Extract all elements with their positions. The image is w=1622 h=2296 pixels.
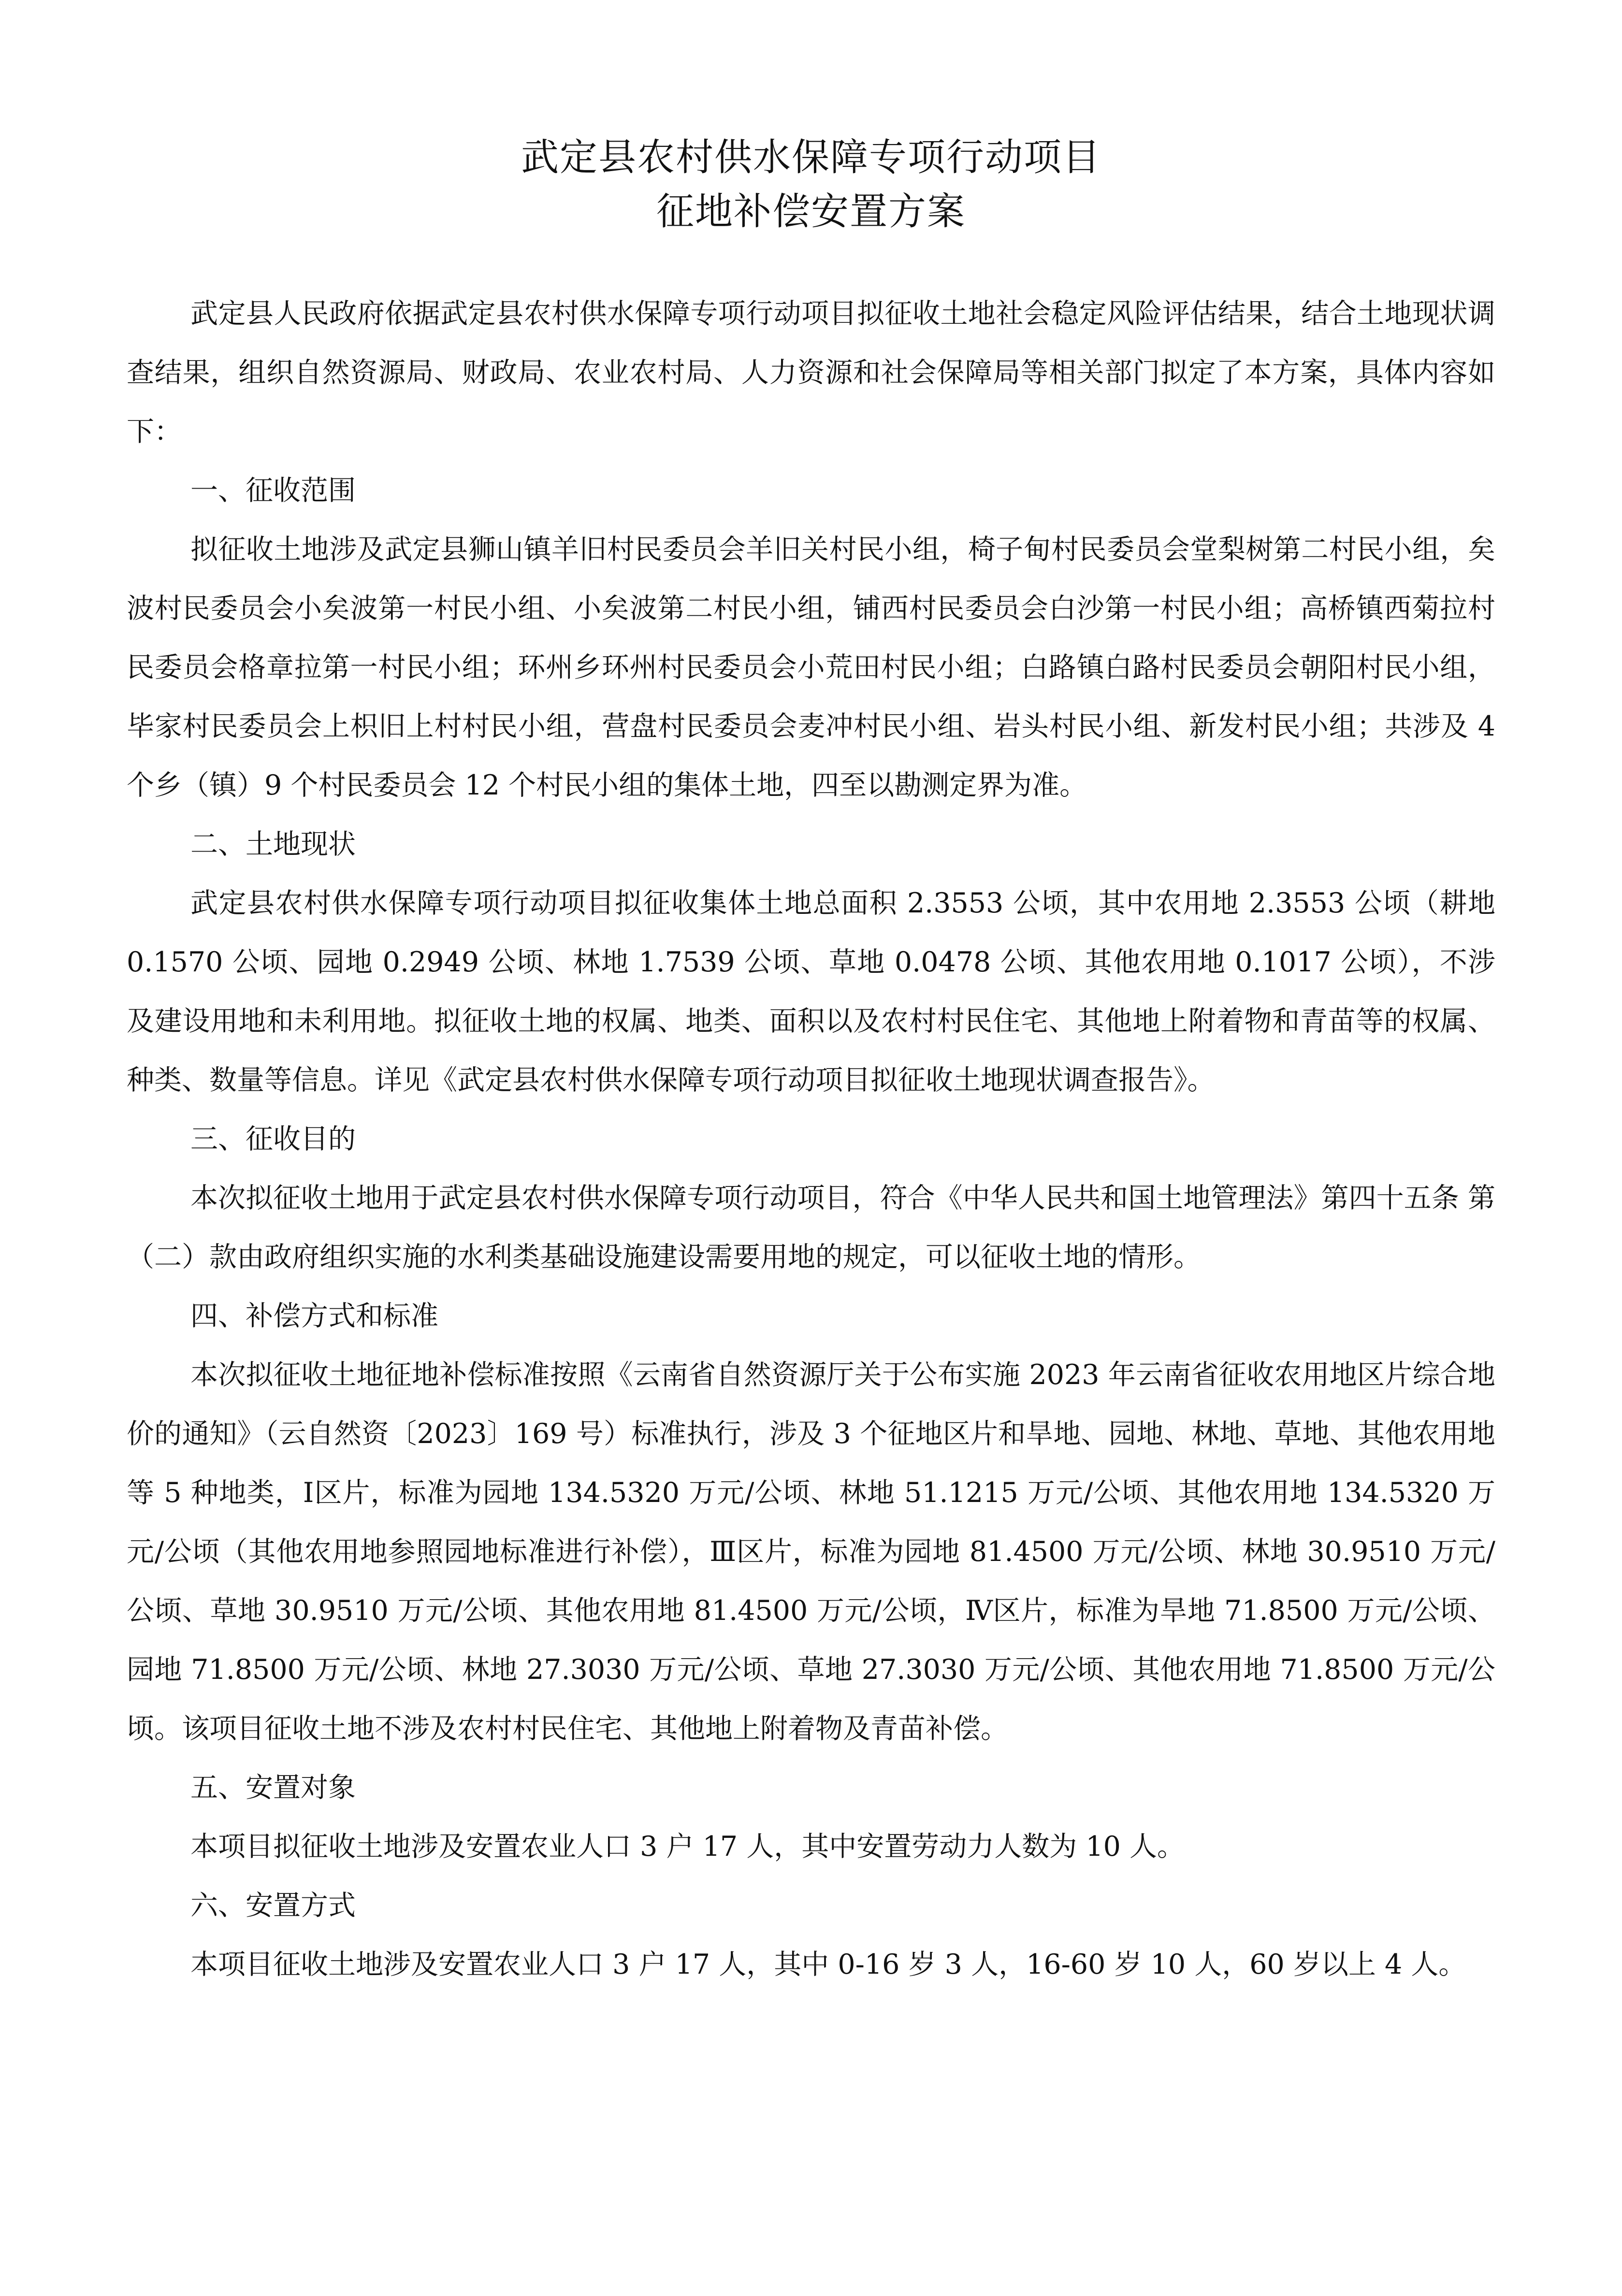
section-heading-land-status: 二、土地现状: [190, 828, 356, 860]
intro-paragraph: 武定县人民政府依据武定县农村供水保障专项行动项目拟征收土地社会稳定风险评估结果，结合土地现状调查结果，组织自然资源局、财政局、农业农村局、人力资源和社会保障局等相关部门拟定了本方案，具体内容如下：: [127, 298, 1495, 448]
section-paragraph-scope: 拟征收土地涉及武定县狮山镇羊旧村民委员会羊旧关村民小组，椅子甸村民委员会堂梨树第二村民小组，矣波村民委员会小矣波第一村民小组、小矣波第二村民小组，铺西村民委员会白沙第一村民小组；高桥镇西菊拉村民委员会格章拉第一村民小组；环州乡环州村民委员会小荒田村民小组；白路镇白路村民委员会朝阳村民小组，毕家村民委员会上枳旧上村村民小组，营盘村民委员会麦冲村民小组、岩头村民小组、新发村民小组；共涉及 4 个乡（镇）9 个村民委员会 12 个村民小组的集体土地，四至以勘测定界为准。: [127, 534, 1495, 801]
title-line-1: 武定县农村供水保障专项行动项目: [521, 136, 1101, 179]
section-paragraph-resettlement-targets: 本项目拟征收土地涉及安置农业人口 3 户 17 人，其中安置劳动力人数为 10 人。: [190, 1831, 1185, 1863]
title-line-2: 征地补偿安置方案: [656, 190, 966, 233]
section-heading-resettlement-targets: 五、安置对象: [190, 1772, 356, 1804]
section-heading-compensation: 四、补偿方式和标准: [190, 1300, 438, 1332]
section-heading-purpose: 三、征收目的: [190, 1123, 356, 1155]
section-heading-scope: 一、征收范围: [190, 475, 356, 506]
document-body: [127, 284, 1495, 1994]
section-paragraph-land-status: 武定县农村供水保障专项行动项目拟征收集体土地总面积 2.3553 公顷，其中农用地 2.3553 公顷（耕地 0.1570 公顷、园地 0.2949 公顷、林地 1.7539 公顷、草地 0.0478 公顷、其他农用地 0.1017 公顷），不涉及建设用地和未利用地。拟征收土地的权属、地类、面积以及农村村民住宅、其他地上附着物和青苗等的权属、种类、数量等信息。详见《武定县农村供水保障专项行动项目拟征收土地现状调查报告》。: [127, 887, 1495, 1096]
section-paragraph-resettlement-methods: 本项目征收土地涉及安置农业人口 3 户 17 人，其中 0-16 岁 3 人，16-60 岁 10 人，60 岁以上 4 人。: [190, 1949, 1466, 1980]
document-title: [0, 130, 1622, 239]
section-heading-resettlement-methods: 六、安置方式: [190, 1890, 356, 1921]
section-paragraph-compensation: 本次拟征收土地征地补偿标准按照《云南省自然资源厅关于公布实施 2023 年云南省征收农用地区片综合地价的通知》（云自然资〔2023〕169 号）标准执行，涉及 3 个征地区片和旱地、园地、林地、草地、其他农用地等 5 种地类，Ⅰ区片，标准为园地 134.5320 万元/公顷、林地 51.1215 万元/公顷、其他农用地 134.5320 万元/公顷（其他农用地参照园地标准进行补偿），Ⅲ区片，标准为园地 81.4500 万元/公顷、林地 30.9510 万元/公顷、草地 30.9510 万元/公顷、其他农用地 81.4500 万元/公顷，Ⅳ区片，标准为旱地 71.8500 万元/公顷、园地 71.8500 万元/公顷、林地 27.3030 万元/公顷、草地 27.3030 万元/公顷、其他农用地 71.8500 万元/公顷。该项目征收土地不涉及农村村民住宅、其他地上附着物及青苗补偿。: [127, 1359, 1495, 1745]
section-paragraph-purpose: 本次拟征收土地用于武定县农村供水保障专项行动项目，符合《中华人民共和国土地管理法》第四十五条 第（二）款由政府组织实施的水利类基础设施建设需要用地的规定，可以征收土地的情形。: [127, 1182, 1495, 1273]
